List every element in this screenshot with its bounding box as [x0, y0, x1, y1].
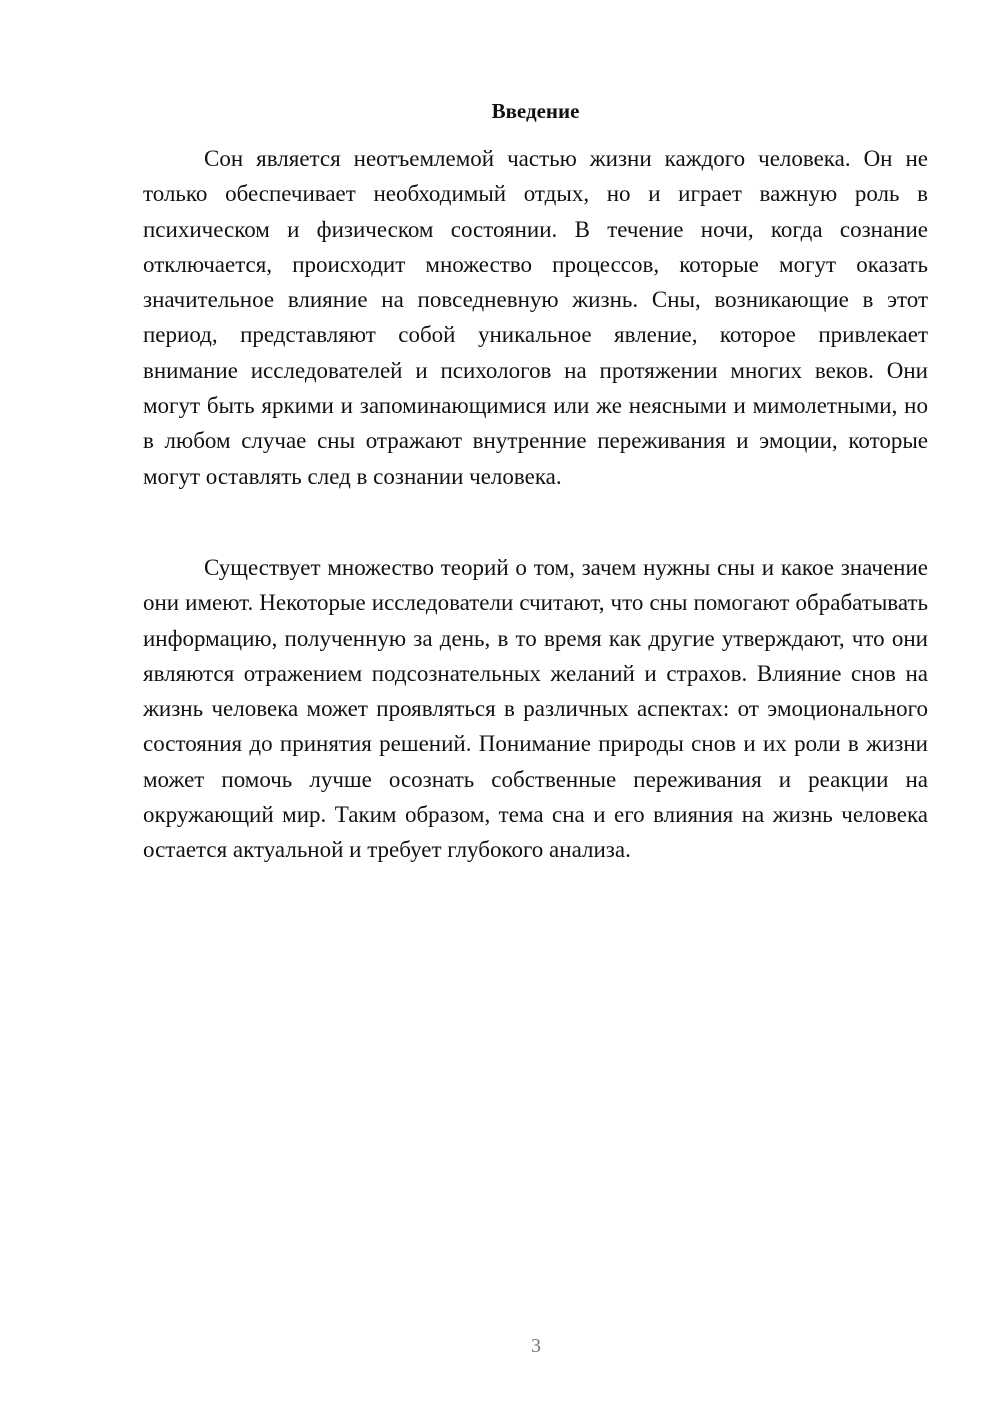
paragraph-1: Сон является неотъемлемой частью жизни каждого человека. Он не только обеспечивает необходимый отдых, но и играет важную роль в психическом и физическом состоянии. В течение ночи, когда сознание отключается, происходит множество процессов, которые могут оказать значительное влияние на повседневную жизнь. Сны, возникающие в этот период, представляют собой уникальное явление, которое привлекает внимание исследователей и психологов на протяжении многих веков. Они могут быть яркими и запоминающимися или же неясными и мимолетными, но в любом случае сны отражают внутренние переживания и эмоции, которые могут оставлять след в сознании человека.: [143, 146, 928, 489]
section-heading: Введение: [491, 99, 580, 123]
page-number: 3: [531, 1335, 541, 1357]
paragraph-2: Существует множество теорий о том, зачем нужны сны и какое значение они имеют. Некоторые исследователи считают, что сны помогают обрабатывать информацию, полученную за день, в то время как другие утверждают, что они являются отражением подсознательных желаний и страхов. Влияние снов на жизнь человека может проявляться в различных аспектах: от эмоционального состояния до принятия решений. Понимание природы снов и их роли в жизни может помочь лучше осознать собственные переживания и реакции на окружающий мир. Таким образом, тема сна и его влияния на жизнь человека остается актуальной и требует глубокого анализа.: [143, 555, 928, 863]
